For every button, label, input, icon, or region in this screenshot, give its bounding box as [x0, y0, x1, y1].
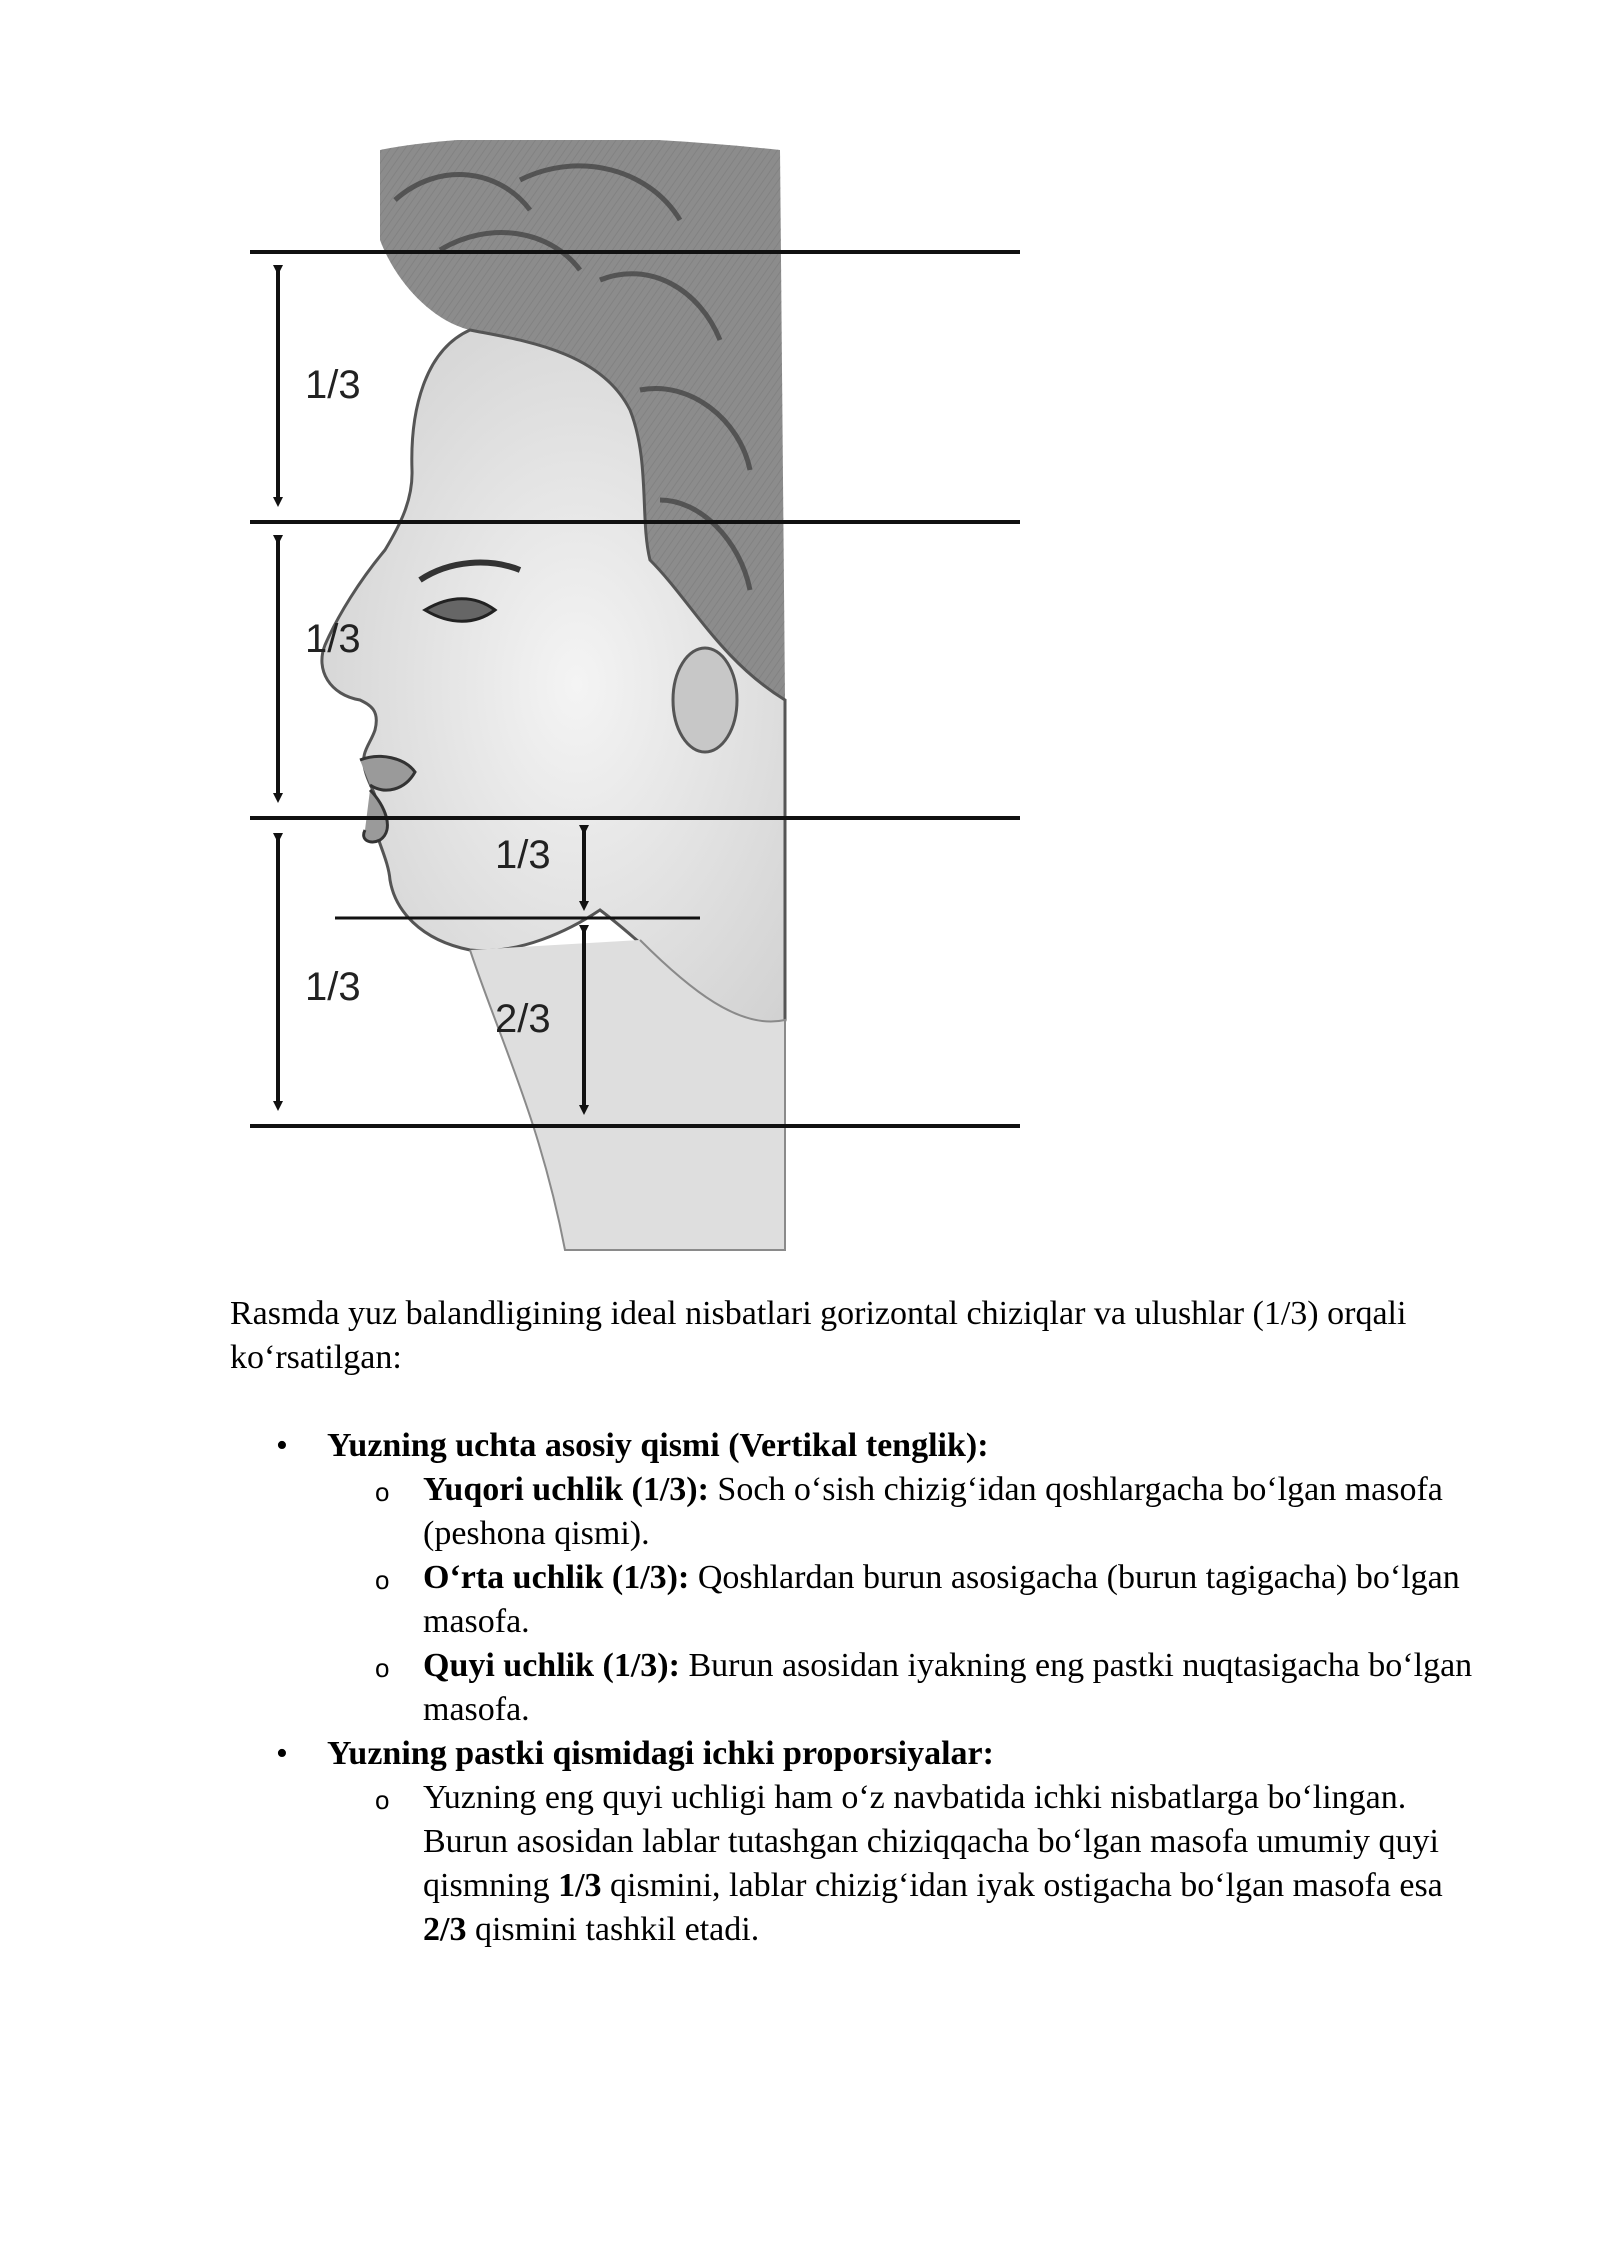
bullet-symbol: •	[276, 1735, 288, 1772]
term: Quyi uchlik (1/3):	[423, 1647, 680, 1684]
sub-bullet-symbol: o	[375, 1477, 390, 1507]
description-part: qismini, lablar chizigʻidan iyak ostigacha boʻlgan masofa esa	[610, 1867, 1443, 1904]
top-third-label: 1/3	[305, 363, 361, 407]
description-part: qismini tashkil etadi.	[474, 1911, 760, 1948]
middle-third-label: 1/3	[305, 617, 361, 661]
description: Burun asosidan iyakning eng pastki nuqtasigacha boʻlgan masofa.	[423, 1647, 1473, 1728]
bullet-item-lower-face	[230, 1732, 1490, 1952]
sub-bullet-symbol: o	[375, 1785, 390, 1815]
description: Qoshlardan burun asosigacha (burun tagigacha) boʻlgan masofa.	[423, 1559, 1460, 1640]
ratio-one-third: 1/3	[558, 1867, 602, 1904]
sub-item-middle-third	[327, 1556, 1490, 1644]
term: Yuqori uchlik (1/3):	[423, 1471, 709, 1508]
ratio-two-thirds: 2/3	[423, 1911, 467, 1948]
description: Soch oʻsish chizigʻidan qoshlargacha boʻlgan masofa (peshona qismi).	[423, 1471, 1443, 1552]
bottom-third-label: 1/3	[305, 965, 361, 1009]
bullet-item-vertical-thirds	[230, 1424, 1490, 1732]
intro-paragraph: Rasmda yuz balandligining ideal nisbatlari gorizontal chiziqlar va ulushlar (1/3) orqali koʻrsatilgan:	[230, 1295, 1407, 1376]
sub-bullet-symbol: o	[375, 1653, 390, 1683]
description-part: Yuzning eng quyi uchligi ham oʻz navbatida ichki nisbatlarga boʻlingan. Burun asosidan lablar tutashgan chiziqqacha boʻlgan masofa umumiy quyi qismning	[423, 1779, 1439, 1904]
chin-two-thirds-label: 2/3	[495, 997, 551, 1041]
main-bullet-list	[230, 1424, 1490, 1952]
explanation-text	[230, 1292, 1490, 1952]
upper-lip-third-label: 1/3	[495, 833, 551, 877]
term: Oʻrta uchlik (1/3):	[423, 1559, 690, 1596]
face-proportions-figure	[220, 140, 1080, 1270]
bullet-symbol: •	[276, 1427, 288, 1464]
sub-item-lower-face-ratios	[327, 1776, 1490, 1952]
ear-drawing	[673, 648, 737, 752]
sub-bullet-symbol: o	[375, 1565, 390, 1595]
bullet-title: Yuzning uchta asosiy qismi (Vertikal tenglik):	[327, 1427, 989, 1464]
sub-bullet-list	[327, 1776, 1490, 1952]
sub-item-upper-third	[327, 1468, 1490, 1556]
bullet-title: Yuzning pastki qismidagi ichki proporsiyalar:	[327, 1735, 994, 1772]
sub-bullet-list	[327, 1468, 1490, 1732]
sub-item-lower-third	[327, 1644, 1490, 1732]
